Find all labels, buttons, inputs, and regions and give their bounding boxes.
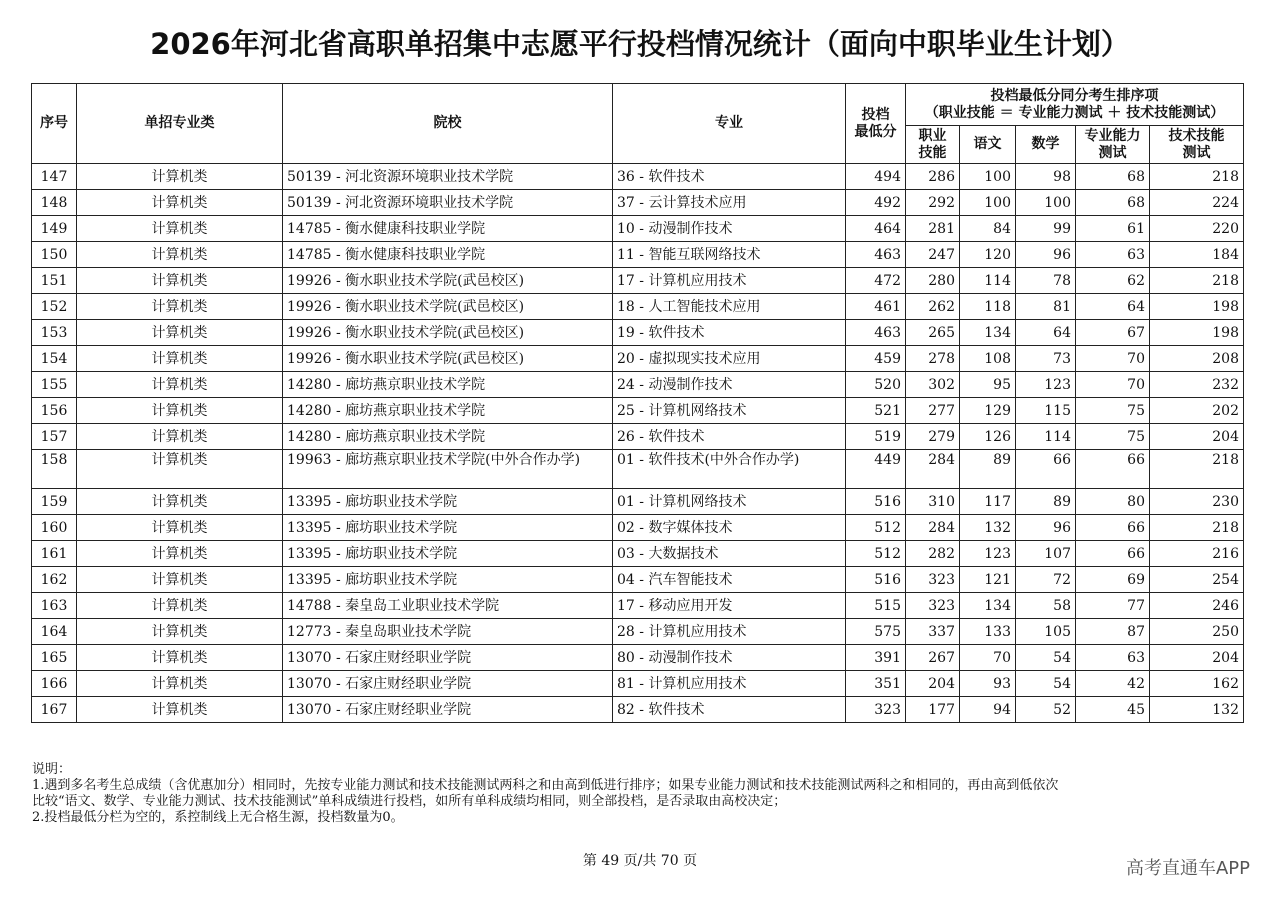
cell-math: 89 [1016,489,1076,515]
cell-school: 19926 - 衡水职业技术学院(武邑校区) [283,346,613,372]
cell-technical: 184 [1150,242,1244,268]
cell-chinese: 118 [960,294,1016,320]
table-row [32,268,1244,294]
table-row [32,294,1244,320]
cell-math: 96 [1016,242,1076,268]
header-min-score: 投档 最低分 [846,84,906,164]
cell-professional: 77 [1076,593,1150,619]
cell-technical: 208 [1150,346,1244,372]
cell-vocational: 277 [906,398,960,424]
table-row [32,242,1244,268]
cell-math: 72 [1016,567,1076,593]
cell-major: 28 - 计算机应用技术 [613,619,846,645]
cell-min-score: 351 [846,671,906,697]
header-technical: 技术技能 测试 [1150,126,1244,164]
cell-school: 14785 - 衡水健康科技职业学院 [283,242,613,268]
cell-vocational: 281 [906,216,960,242]
cell-major: 18 - 人工智能技术应用 [613,294,846,320]
cell-professional: 87 [1076,619,1150,645]
cell-school: 14280 - 廊坊燕京职业技术学院 [283,398,613,424]
cell-category: 计算机类 [77,216,283,242]
cell-professional: 62 [1076,268,1150,294]
header-professional: 专业能力 测试 [1076,126,1150,164]
cell-min-score: 391 [846,645,906,671]
cell-category: 计算机类 [77,346,283,372]
cell-technical: 204 [1150,645,1244,671]
cell-seq: 149 [32,216,77,242]
cell-technical: 232 [1150,372,1244,398]
cell-category: 计算机类 [77,372,283,398]
cell-seq: 154 [32,346,77,372]
cell-school: 14280 - 廊坊燕京职业技术学院 [283,372,613,398]
cell-min-score: 516 [846,567,906,593]
cell-category: 计算机类 [77,619,283,645]
cell-school: 13070 - 石家庄财经职业学院 [283,697,613,723]
cell-min-score: 521 [846,398,906,424]
cell-chinese: 133 [960,619,1016,645]
cell-major: 82 - 软件技术 [613,697,846,723]
cell-seq: 156 [32,398,77,424]
cell-seq: 157 [32,424,77,450]
cell-min-score: 575 [846,619,906,645]
cell-professional: 70 [1076,346,1150,372]
table-row [32,398,1244,424]
cell-seq: 159 [32,489,77,515]
cell-math: 78 [1016,268,1076,294]
cell-professional: 63 [1076,645,1150,671]
table-row [32,619,1244,645]
cell-major: 80 - 动漫制作技术 [613,645,846,671]
cell-vocational: 292 [906,190,960,216]
cell-chinese: 93 [960,671,1016,697]
cell-school: 14785 - 衡水健康科技职业学院 [283,216,613,242]
table-row [32,697,1244,723]
cell-major: 10 - 动漫制作技术 [613,216,846,242]
cell-chinese: 132 [960,515,1016,541]
cell-school: 19963 - 廊坊燕京职业技术学院(中外合作办学) [283,450,613,489]
cell-math: 105 [1016,619,1076,645]
cell-category: 计算机类 [77,424,283,450]
cell-chinese: 134 [960,593,1016,619]
cell-technical: 254 [1150,567,1244,593]
cell-professional: 66 [1076,515,1150,541]
cell-seq: 160 [32,515,77,541]
header-tiebreak-title: 投档最低分同分考生排序项 [990,87,1159,104]
cell-school: 12773 - 秦皇岛职业技术学院 [283,619,613,645]
cell-category: 计算机类 [77,320,283,346]
cell-min-score: 459 [846,346,906,372]
cell-chinese: 70 [960,645,1016,671]
cell-seq: 155 [32,372,77,398]
cell-vocational: 267 [906,645,960,671]
cell-major: 02 - 数字媒体技术 [613,515,846,541]
cell-category: 计算机类 [77,645,283,671]
cell-school: 13070 - 石家庄财经职业学院 [283,645,613,671]
cell-vocational: 278 [906,346,960,372]
cell-category: 计算机类 [77,489,283,515]
cell-min-score: 515 [846,593,906,619]
cell-professional: 75 [1076,424,1150,450]
cell-seq: 167 [32,697,77,723]
cell-school: 13395 - 廊坊职业技术学院 [283,489,613,515]
table-row [32,541,1244,567]
cell-school: 50139 - 河北资源环境职业技术学院 [283,190,613,216]
header-chinese: 语文 [960,126,1016,164]
cell-chinese: 117 [960,489,1016,515]
cell-math: 73 [1016,346,1076,372]
cell-school: 13395 - 廊坊职业技术学院 [283,567,613,593]
cell-technical: 218 [1150,164,1244,190]
cell-major: 37 - 云计算技术应用 [613,190,846,216]
cell-technical: 202 [1150,398,1244,424]
cell-vocational: 262 [906,294,960,320]
header-category: 单招专业类 [77,84,283,164]
table-row [32,671,1244,697]
cell-vocational: 284 [906,450,960,489]
cell-math: 64 [1016,320,1076,346]
table-row [32,372,1244,398]
cell-category: 计算机类 [77,242,283,268]
cell-technical: 250 [1150,619,1244,645]
cell-category: 计算机类 [77,398,283,424]
cell-category: 计算机类 [77,541,283,567]
cell-chinese: 89 [960,450,1016,489]
notes-heading: 说明： [32,762,72,777]
cell-technical: 230 [1150,489,1244,515]
cell-math: 123 [1016,372,1076,398]
cell-technical: 198 [1150,294,1244,320]
cell-vocational: 284 [906,515,960,541]
cell-math: 107 [1016,541,1076,567]
cell-min-score: 464 [846,216,906,242]
cell-chinese: 84 [960,216,1016,242]
cell-math: 66 [1016,450,1076,489]
cell-math: 54 [1016,645,1076,671]
cell-min-score: 519 [846,424,906,450]
cell-vocational: 337 [906,619,960,645]
cell-major: 20 - 虚拟现实技术应用 [613,346,846,372]
table-row [32,346,1244,372]
cell-min-score: 494 [846,164,906,190]
cell-technical: 246 [1150,593,1244,619]
cell-school: 50139 - 河北资源环境职业技术学院 [283,164,613,190]
cell-vocational: 177 [906,697,960,723]
cell-category: 计算机类 [77,190,283,216]
page-number: 第 49 页/共 70 页 [582,853,698,869]
cell-math: 114 [1016,424,1076,450]
cell-major: 25 - 计算机网络技术 [613,398,846,424]
cell-seq: 164 [32,619,77,645]
cell-category: 计算机类 [77,567,283,593]
cell-category: 计算机类 [77,697,283,723]
header-tiebreak-formula: （职业技能 ＝ 专业能力测试 ＋ 技术技能测试） [924,104,1225,121]
cell-vocational: 279 [906,424,960,450]
cell-min-score: 323 [846,697,906,723]
cell-vocational: 204 [906,671,960,697]
cell-math: 54 [1016,671,1076,697]
cell-professional: 68 [1076,164,1150,190]
cell-vocational: 247 [906,242,960,268]
cell-major: 81 - 计算机应用技术 [613,671,846,697]
cell-chinese: 134 [960,320,1016,346]
table-row [32,567,1244,593]
cell-major: 04 - 汽车智能技术 [613,567,846,593]
cell-category: 计算机类 [77,450,283,489]
cell-seq: 162 [32,567,77,593]
brand-watermark: 高考直通车APP [1125,858,1250,879]
cell-min-score: 463 [846,242,906,268]
cell-min-score: 449 [846,450,906,489]
cell-school: 13395 - 廊坊职业技术学院 [283,541,613,567]
cell-seq: 148 [32,190,77,216]
cell-major: 26 - 软件技术 [613,424,846,450]
cell-seq: 165 [32,645,77,671]
cell-math: 58 [1016,593,1076,619]
table-row [32,450,1244,489]
cell-min-score: 520 [846,372,906,398]
cell-professional: 45 [1076,697,1150,723]
cell-category: 计算机类 [77,294,283,320]
notes-line-2: 比较“语文、数学、专业能力测试、技术技能测试”单科成绩进行投档，如所有单科成绩均相同，则全部投档，是否录取由高校决定； [32,794,787,809]
cell-school: 19926 - 衡水职业技术学院(武邑校区) [283,320,613,346]
header-math: 数学 [1016,126,1076,164]
cell-professional: 42 [1076,671,1150,697]
cell-professional: 66 [1076,450,1150,489]
cell-professional: 67 [1076,320,1150,346]
cell-min-score: 463 [846,320,906,346]
cell-min-score: 492 [846,190,906,216]
table-row [32,593,1244,619]
table-row [32,424,1244,450]
cell-chinese: 120 [960,242,1016,268]
table-row [32,216,1244,242]
cell-math: 100 [1016,190,1076,216]
cell-chinese: 108 [960,346,1016,372]
cell-chinese: 114 [960,268,1016,294]
cell-professional: 70 [1076,372,1150,398]
header-vocational: 职业 技能 [906,126,960,164]
table-row [32,489,1244,515]
admission-table [31,83,1244,723]
notes-line-3: 2.投档最低分栏为空的，系控制线上无合格生源，投档数量为0。 [32,810,404,825]
header-major: 专业 [613,84,846,164]
cell-vocational: 282 [906,541,960,567]
cell-school: 19926 - 衡水职业技术学院(武邑校区) [283,268,613,294]
cell-seq: 163 [32,593,77,619]
cell-category: 计算机类 [77,593,283,619]
cell-seq: 158 [32,450,77,489]
cell-major: 17 - 移动应用开发 [613,593,846,619]
cell-math: 115 [1016,398,1076,424]
cell-chinese: 95 [960,372,1016,398]
cell-technical: 204 [1150,424,1244,450]
cell-chinese: 100 [960,190,1016,216]
cell-category: 计算机类 [77,515,283,541]
cell-major: 17 - 计算机应用技术 [613,268,846,294]
header-tiebreak [906,84,1244,126]
header-seq: 序号 [32,84,77,164]
cell-professional: 68 [1076,190,1150,216]
cell-seq: 152 [32,294,77,320]
cell-technical: 218 [1150,450,1244,489]
cell-professional: 66 [1076,541,1150,567]
cell-min-score: 516 [846,489,906,515]
cell-vocational: 310 [906,489,960,515]
cell-technical: 132 [1150,697,1244,723]
cell-seq: 166 [32,671,77,697]
cell-seq: 153 [32,320,77,346]
cell-technical: 198 [1150,320,1244,346]
cell-math: 96 [1016,515,1076,541]
cell-school: 19926 - 衡水职业技术学院(武邑校区) [283,294,613,320]
cell-category: 计算机类 [77,164,283,190]
cell-chinese: 126 [960,424,1016,450]
cell-category: 计算机类 [77,671,283,697]
cell-technical: 224 [1150,190,1244,216]
cell-vocational: 302 [906,372,960,398]
cell-major: 11 - 智能互联网络技术 [613,242,846,268]
cell-min-score: 512 [846,541,906,567]
cell-chinese: 121 [960,567,1016,593]
notes-line-1: 1.遇到多名考生总成绩（含优惠加分）相同时，先按专业能力测试和技术技能测试两科之和由高到低进行排序；如果专业能力测试和技术技能测试两科之和相同的，再由高到低依次 [32,778,1059,793]
cell-seq: 150 [32,242,77,268]
cell-technical: 162 [1150,671,1244,697]
cell-vocational: 280 [906,268,960,294]
cell-major: 01 - 软件技术(中外合作办学) [613,450,846,489]
cell-seq: 147 [32,164,77,190]
cell-min-score: 472 [846,268,906,294]
cell-technical: 218 [1150,515,1244,541]
cell-chinese: 100 [960,164,1016,190]
cell-professional: 61 [1076,216,1150,242]
cell-chinese: 123 [960,541,1016,567]
cell-technical: 220 [1150,216,1244,242]
table-row [32,645,1244,671]
cell-technical: 216 [1150,541,1244,567]
cell-vocational: 286 [906,164,960,190]
table-row [32,320,1244,346]
cell-professional: 80 [1076,489,1150,515]
cell-category: 计算机类 [77,268,283,294]
notes [32,762,1252,826]
table-row [32,164,1244,190]
page-title: 2026年河北省高职单招集中志愿平行投档情况统计（面向中职毕业生计划） [150,27,1130,61]
cell-vocational: 265 [906,320,960,346]
cell-math: 81 [1016,294,1076,320]
cell-math: 52 [1016,697,1076,723]
cell-major: 03 - 大数据技术 [613,541,846,567]
cell-major: 01 - 计算机网络技术 [613,489,846,515]
cell-professional: 64 [1076,294,1150,320]
cell-school: 14280 - 廊坊燕京职业技术学院 [283,424,613,450]
cell-professional: 75 [1076,398,1150,424]
table-row [32,190,1244,216]
cell-vocational: 323 [906,593,960,619]
cell-major: 24 - 动漫制作技术 [613,372,846,398]
cell-seq: 161 [32,541,77,567]
table-row [32,515,1244,541]
cell-min-score: 461 [846,294,906,320]
cell-min-score: 512 [846,515,906,541]
cell-math: 99 [1016,216,1076,242]
cell-school: 13070 - 石家庄财经职业学院 [283,671,613,697]
cell-major: 36 - 软件技术 [613,164,846,190]
cell-major: 19 - 软件技术 [613,320,846,346]
cell-professional: 63 [1076,242,1150,268]
cell-vocational: 323 [906,567,960,593]
cell-chinese: 94 [960,697,1016,723]
cell-technical: 218 [1150,268,1244,294]
cell-professional: 69 [1076,567,1150,593]
cell-chinese: 129 [960,398,1016,424]
header-school: 院校 [283,84,613,164]
cell-seq: 151 [32,268,77,294]
cell-school: 14788 - 秦皇岛工业职业技术学院 [283,593,613,619]
cell-math: 98 [1016,164,1076,190]
cell-school: 13395 - 廊坊职业技术学院 [283,515,613,541]
